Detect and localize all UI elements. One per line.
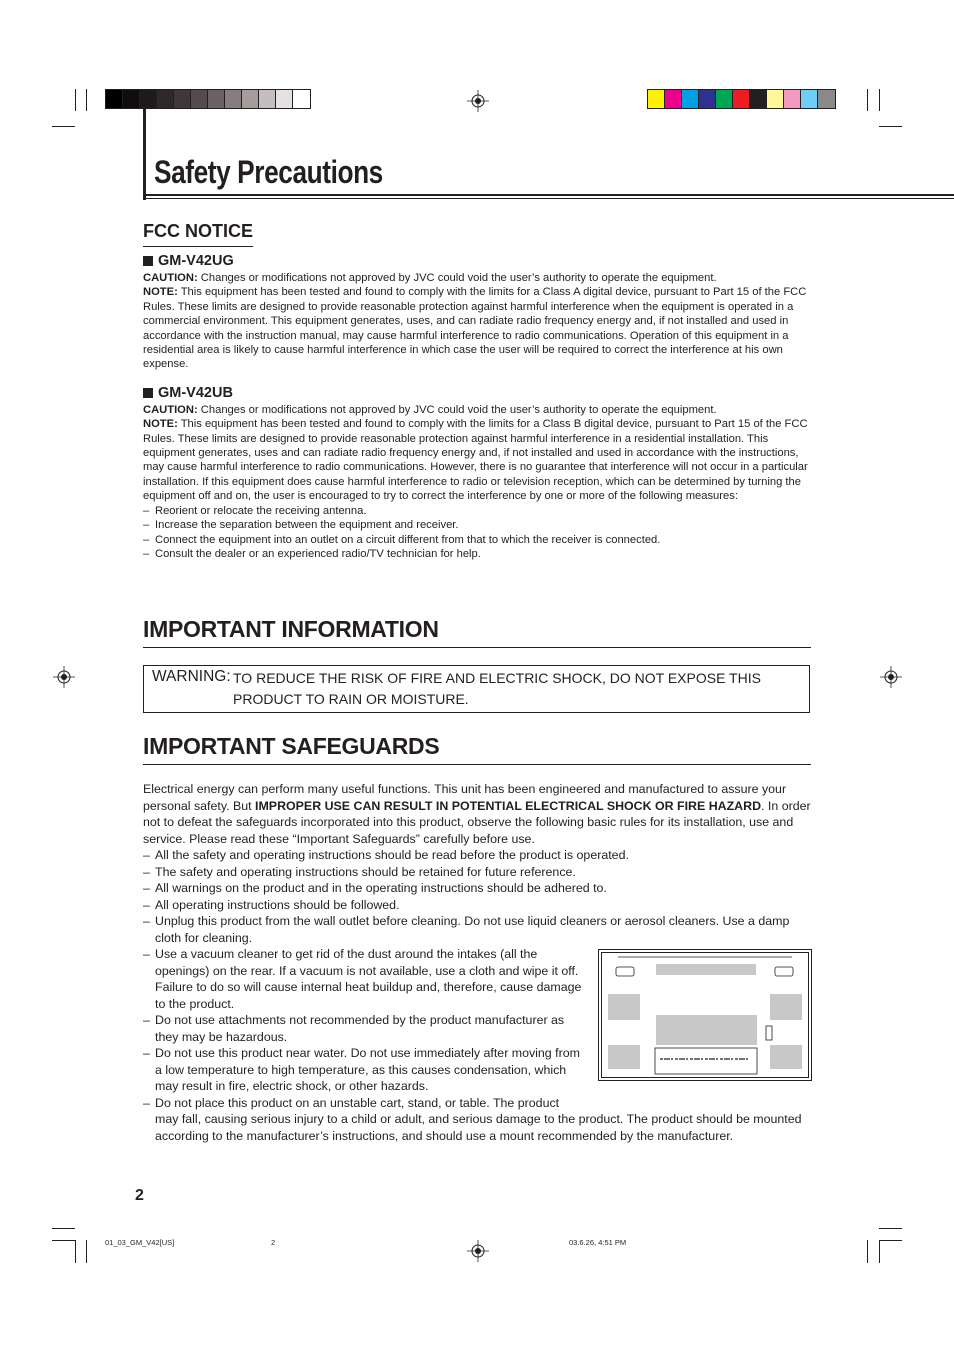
list-item: – Do not use this product near water. Do not use immediately after moving from a low temperature to high temperature, as this causes condensation, which may result in fire, electric shock, or other hazards. [143, 1045, 588, 1095]
note-label: NOTE: [143, 286, 178, 299]
registration-target-icon [467, 1240, 489, 1262]
safeguards-list-last [143, 1095, 811, 1145]
page-title: Safety Precautions [154, 154, 383, 190]
caution-label: CAUTION: [143, 272, 198, 284]
footer-timestamp: 03.6.26, 4:51 PM [569, 1238, 627, 1247]
note-label: NOTE: [143, 418, 178, 431]
color-swatch [648, 90, 665, 108]
registration-target-icon [880, 666, 902, 688]
list-item: – Do not use attachments not recommended by the product manufacturer as they may be hazardous. [143, 1012, 588, 1045]
intro-text: . In order not to defeat the safeguards incorporated into this product, observe the following basic rules for its installation, use and service. Please read these “Important Safeguards” carefully before use. [143, 798, 811, 846]
crop-mark [867, 89, 868, 111]
list-item: – Increase the separation between the equipment and receiver. [143, 518, 811, 532]
crop-mark [75, 89, 76, 111]
color-swatch [174, 90, 191, 108]
page-number: 2 [135, 1187, 144, 1204]
list-item-text: Do not place this product on an unstable cart, stand, or table. The product [155, 1095, 560, 1110]
fcc-notice-section [143, 221, 811, 561]
model-name: GM-V42UB [158, 384, 233, 401]
color-swatch [767, 90, 784, 108]
grayscale-calibration-bar [105, 89, 311, 109]
intro-text: Electrical energy can perform many useful functions. This unit has been engineered and manufactured to assure your personal safety. But [143, 782, 787, 813]
list-item: – Unplug this product from the wall outlet before cleaning. Do not use liquid cleaners or aerosol cleaners. Use a damp cloth for cleaning. [143, 913, 811, 946]
list-item [143, 1095, 811, 1145]
warning-label: WARNING: [152, 668, 231, 685]
color-swatch [191, 90, 208, 108]
crop-mark [52, 1228, 75, 1229]
crop-mark [86, 89, 87, 111]
warning-text: PRODUCT TO RAIN OR MOISTURE. [233, 691, 469, 707]
color-swatch [699, 90, 716, 108]
list-item: – Consult the dealer or an experienced radio/TV technician for help. [143, 547, 811, 561]
caution-label: CAUTION: [143, 403, 198, 416]
intro-bold-text: IMPROPER USE CAN RESULT IN POTENTIAL ELECTRICAL SHOCK OR FIRE HAZARD [255, 798, 762, 813]
list-item: – Use a vacuum cleaner to get rid of the dust around the intakes (all the openings) on the rear. If a vacuum is not available, use a cloth and wipe it off. Failure to do so will cause internal heat buildup and, therefore, cause damage to the product. [143, 946, 588, 1012]
color-swatch [106, 90, 123, 108]
warning-box [143, 665, 810, 713]
color-swatch [716, 90, 733, 108]
caution-paragraph [143, 403, 811, 417]
color-swatch [225, 90, 242, 108]
fcc-ub-block [143, 385, 811, 561]
color-swatch [733, 90, 750, 108]
note-text: This equipment has been tested and found to comply with the limits for a Class B digital device, pursuant to Part 15 of the FCC Rules. These limits are designed to provide reasonable protection against harmful interference in a residential installation. This equipment generates, uses and can radiate radio frequency energy and, if not installed and used in accordance with the instructions, may cause harmful interference to radio communications. However, there is no guarantee that interference will not occur in a particular installation. If this equipment does cause harmful interference to radio or television reception, which can be determined by turning the equipment off and on, the user is encouraged to try to correct the interference by one or more of the following measures: [143, 418, 808, 503]
color-swatch [750, 90, 767, 108]
crop-mark [879, 89, 880, 111]
important-safeguards-heading: IMPORTANT SAFEGUARDS [143, 733, 811, 765]
warning-text: TO REDUCE THE RISK OF FIRE AND ELECTRIC SHOCK, DO NOT EXPOSE THIS [233, 670, 761, 686]
color-swatch [293, 90, 310, 108]
list-item: – The safety and operating instructions should be retained for future reference. [143, 864, 811, 881]
note-paragraph [143, 285, 811, 371]
title-rule [143, 194, 954, 196]
color-swatch [157, 90, 174, 108]
list-item: – Connect the equipment into an outlet on a circuit different from that to which the receiver is connected. [143, 533, 811, 547]
caution-text: Changes or modifications not approved by JVC could void the user’s authority to operate the equipment. [197, 403, 717, 416]
crop-mark [75, 1240, 76, 1263]
footer-page: 2 [271, 1238, 276, 1247]
fcc-notice-heading: FCC NOTICE [143, 221, 253, 247]
crop-mark [879, 1240, 902, 1241]
title-rule [143, 198, 954, 199]
color-swatch [818, 90, 835, 108]
rear-panel-illustration [598, 949, 812, 1081]
crop-mark [52, 1240, 75, 1241]
model-heading-ub [143, 385, 811, 401]
square-bullet-icon [143, 256, 153, 266]
color-swatch [276, 90, 293, 108]
important-information-heading: IMPORTANT INFORMATION [143, 616, 811, 648]
crop-mark [879, 126, 902, 127]
safeguards-intro [143, 781, 811, 847]
color-swatch [784, 90, 801, 108]
crop-mark [86, 1240, 87, 1263]
list-item-text: may fall, causing serious injury to a child or adult, and serious damage to the product. The product should be mounted according to the manufacturer’s instructions, and should use a mount recommended by the manufacturer. [155, 1112, 802, 1143]
fcc-ug-block [143, 253, 811, 372]
registration-target-icon [467, 90, 489, 112]
model-name: GM-V42UG [158, 253, 234, 269]
crop-mark [52, 126, 75, 127]
caution-text: Changes or modifications not approved by JVC could void the user’s authority to operate the equipment. [197, 272, 717, 284]
crop-mark [867, 1240, 868, 1263]
title-vertical-rule [143, 107, 146, 200]
color-swatch [123, 90, 140, 108]
note-paragraph [143, 417, 811, 503]
list-item: – All the safety and operating instructions should be read before the product is operated. [143, 847, 811, 864]
list-item: – All operating instructions should be followed. [143, 897, 811, 914]
color-swatch [242, 90, 259, 108]
color-swatch [259, 90, 276, 108]
list-item: – Reorient or relocate the receiving antenna. [143, 504, 811, 518]
caution-paragraph [143, 271, 811, 285]
crop-mark [879, 1228, 902, 1229]
safeguards-list-narrow [143, 946, 588, 1095]
color-swatch [140, 90, 157, 108]
note-text: This equipment has been tested and found to comply with the limits for a Class A digital device, pursuant to Part 15 of the FCC Rules. These limits are designed to provide reasonable protection against harmful interference when the equipment is operated in a commercial environment. This equipment generates, uses, and can radiate radio frequency energy and, if not installed and used in accordance with the instruction manual, may cause harmful interference to radio communications. Operation of this equipment in a residential area is likely to cause harmful interference in which case the user will be required to correct the interference at his own expense. [143, 286, 807, 371]
color-swatch [208, 90, 225, 108]
footer-filename: 01_03_GM_V42[US] [105, 1238, 175, 1247]
color-swatch [682, 90, 699, 108]
color-swatch [801, 90, 818, 108]
registration-target-icon [53, 666, 75, 688]
color-calibration-bar [647, 89, 836, 109]
square-bullet-icon [143, 388, 153, 398]
color-swatch [665, 90, 682, 108]
measures-list [143, 504, 811, 562]
crop-mark [879, 1240, 880, 1263]
model-heading-ug [143, 253, 811, 269]
list-item: – All warnings on the product and in the operating instructions should be adhered to. [143, 880, 811, 897]
safeguards-list [143, 847, 811, 946]
